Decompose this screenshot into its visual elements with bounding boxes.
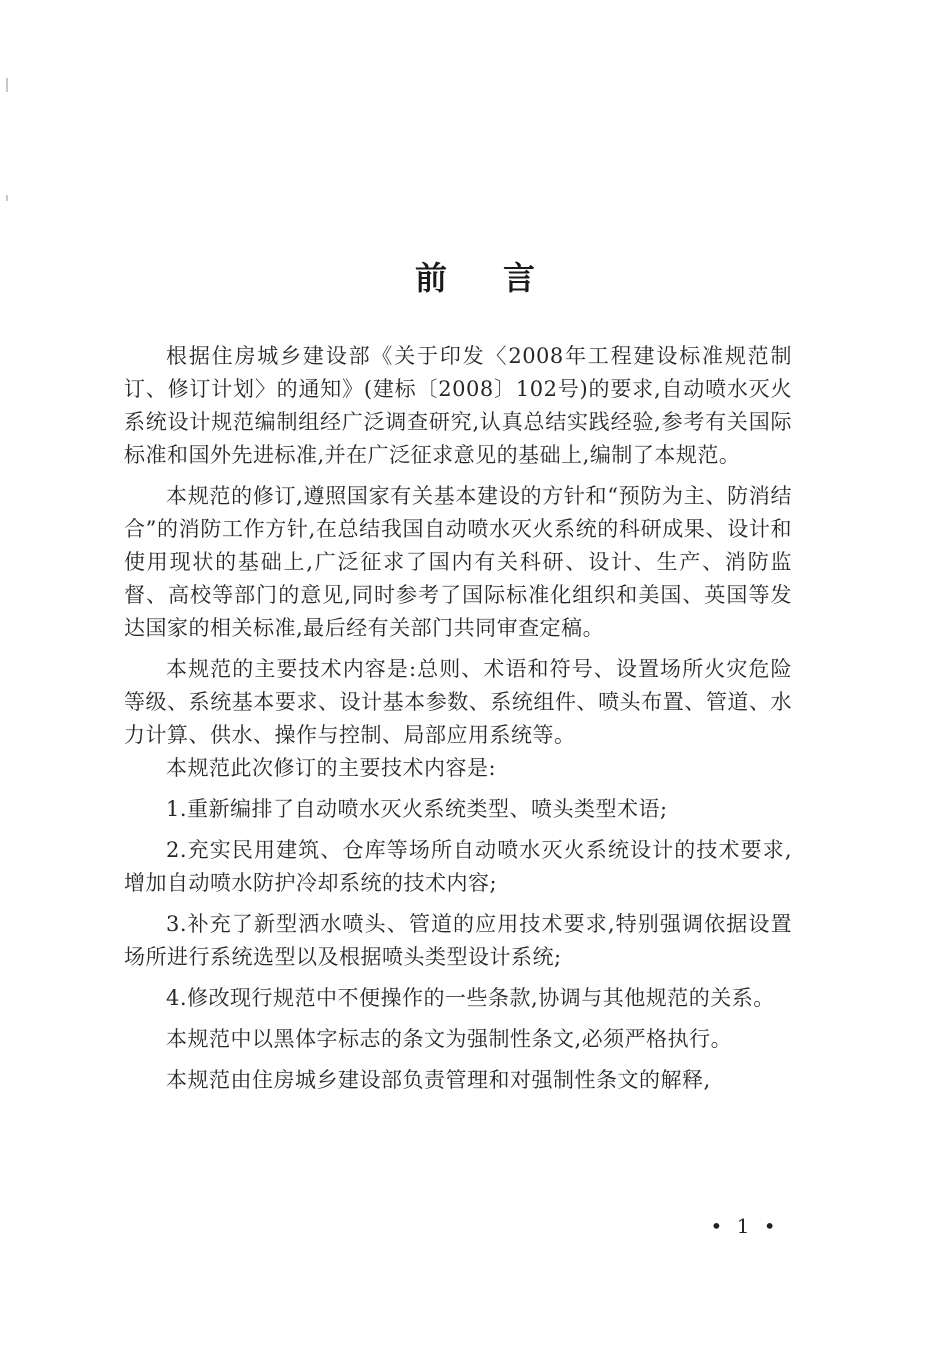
paragraph-revision-intro: 本规范此次修订的主要技术内容是: — [166, 756, 497, 780]
list-item-revision-4: 4.修改现行规范中不便操作的一些条款,协调与其他规范的关系。 — [166, 986, 775, 1010]
paragraph-background: 根据住房城乡建设部《关于印发〈2008年工程建设标准规范制订、修订计划〉的通知》(建标〔2008〕102号)的要求,自动喷水灭火系统设计规范编制组经广泛调查研究,认真总结实践经验,参考有关国际标准和国外先进标准,并在广泛征求意见的基础上,编制了本规范。 — [124, 344, 792, 467]
document-body — [124, 340, 792, 1097]
paragraph-mandatory-provisions: 本规范中以黑体字标志的条文为强制性条文,必须严格执行。 — [166, 1027, 733, 1051]
list-item-revision-1: 1.重新编排了自动喷水灭火系统类型、喷头类型术语; — [166, 797, 668, 821]
scan-artifact-middle — [6, 195, 8, 201]
list-item-revision-3: 3.补充了新型洒水喷头、管道的应用技术要求,特别强调依据设置场所进行系统选型以及根据喷头类型设计系统; — [124, 912, 792, 969]
paragraph-management: 本规范由住房城乡建设部负责管理和对强制性条文的解释, — [166, 1068, 711, 1092]
paragraph-main-content: 本规范的主要技术内容是:总则、术语和符号、设置场所火灾危险等级、系统基本要求、设计基本参数、系统组件、喷头布置、管道、水力计算、供水、操作与控制、局部应用系统等。 — [124, 657, 792, 747]
paragraph-revision-principles: 本规范的修订,遵照国家有关基本建设的方针和“预防为主、防消结合”的消防工作方针,在总结我国自动喷水灭火系统的科研成果、设计和使用现状的基础上,广泛征求了国内有关科研、设计、生产、消防监督、高校等部门的意见,同时参考了国际标准化组织和美国、英国等发达国家的相关标准,最后经有关部门共同审查定稿。 — [124, 484, 792, 640]
scan-artifact-top — [6, 78, 8, 92]
list-item-revision-2: 2.充实民用建筑、仓库等场所自动喷水灭火系统设计的技术要求,增加自动喷水防护冷却系统的技术内容; — [124, 838, 792, 895]
page-title: 前言 — [414, 259, 591, 298]
page-number: • 1 • — [710, 1214, 780, 1238]
